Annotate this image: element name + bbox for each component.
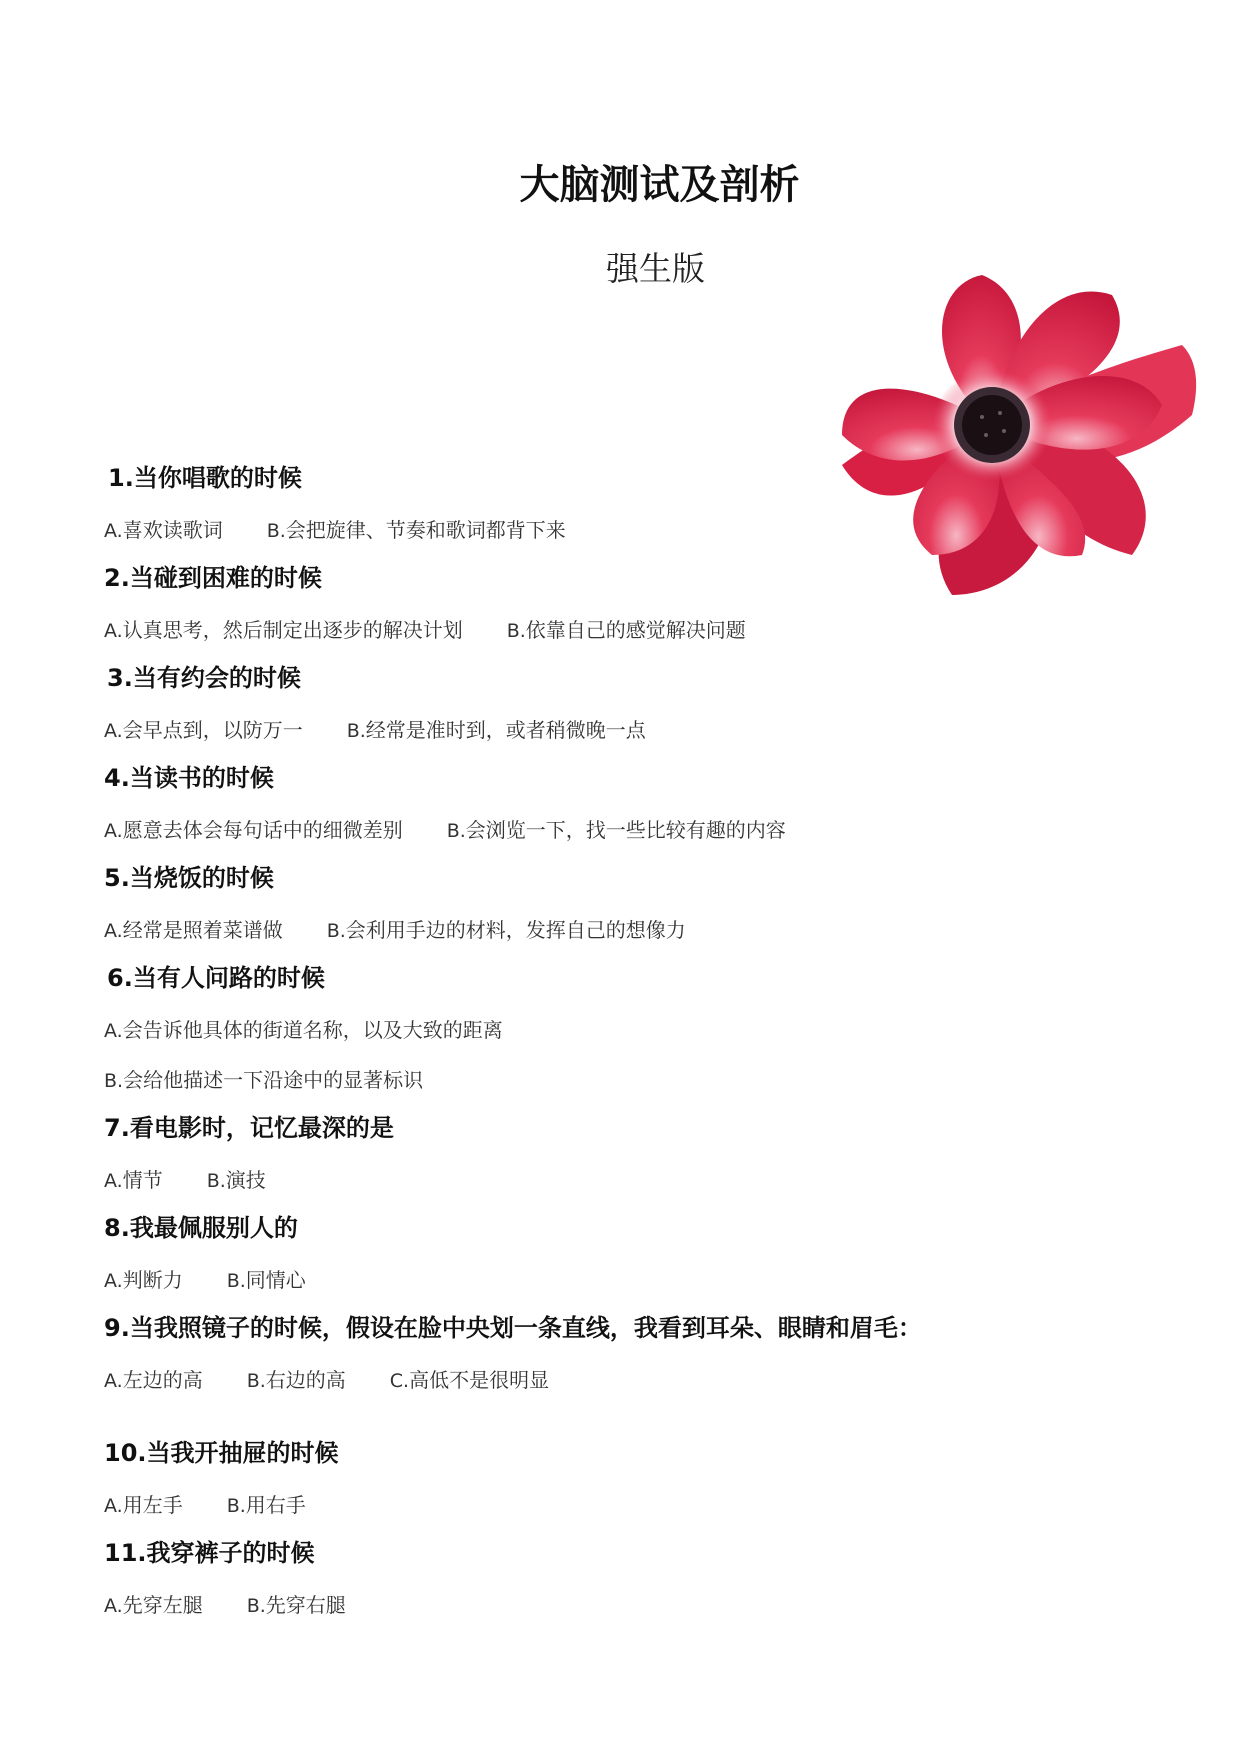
option-2a[interactable]: A.认真思考，然后制定出逐步的解决计划 — [104, 618, 463, 642]
question-11: 11.我穿裤子的时候 — [104, 1539, 315, 1567]
option-2b[interactable]: B.依靠自己的感觉解决问题 — [506, 618, 746, 642]
option-9b[interactable]: B.右边的高 — [246, 1368, 346, 1392]
option-4a[interactable]: A.愿意去体会每句话中的细微差别 — [104, 818, 403, 842]
options-4 — [104, 816, 786, 845]
question-9: 9.当我照镜子的时候，假设在脸中央划一条直线，我看到耳朵、眼睛和眉毛： — [104, 1314, 922, 1342]
option-8b[interactable]: B.同情心 — [226, 1268, 306, 1292]
option-8a[interactable]: A.判断力 — [104, 1268, 183, 1292]
option-1a[interactable]: A.喜欢读歌词 — [104, 518, 223, 542]
question-3: 3.当有约会的时候 — [107, 664, 301, 692]
option-10a[interactable]: A.用左手 — [104, 1493, 183, 1517]
options-6a — [104, 1016, 503, 1045]
options-1 — [104, 516, 566, 545]
option-5a[interactable]: A.经常是照着菜谱做 — [104, 918, 283, 942]
options-11 — [104, 1591, 346, 1620]
option-10b[interactable]: B.用右手 — [226, 1493, 306, 1517]
question-10: 10.当我开抽屉的时候 — [104, 1439, 339, 1467]
question-5: 5.当烧饭的时候 — [104, 864, 274, 892]
option-11b[interactable]: B.先穿右腿 — [246, 1593, 346, 1617]
option-3a[interactable]: A.会早点到，以防万一 — [104, 718, 303, 742]
question-4: 4.当读书的时候 — [104, 764, 274, 792]
options-10 — [104, 1491, 306, 1520]
option-3b[interactable]: B.经常是准时到，或者稍微晚一点 — [346, 718, 646, 742]
option-6a[interactable]: A.会告诉他具体的街道名称，以及大致的距离 — [104, 1018, 503, 1042]
option-7a[interactable]: A.情节 — [104, 1168, 163, 1192]
question-6: 6.当有人问路的时候 — [107, 964, 325, 992]
option-6b[interactable]: B.会给他描述一下沿途中的显著标识 — [104, 1068, 424, 1092]
page-subtitle: 强生版 — [606, 249, 705, 288]
option-11a[interactable]: A.先穿左腿 — [104, 1593, 203, 1617]
options-9 — [104, 1366, 549, 1395]
options-2 — [104, 616, 746, 645]
option-5b[interactable]: B.会利用手边的材料，发挥自己的想像力 — [326, 918, 686, 942]
option-7b[interactable]: B.演技 — [206, 1168, 266, 1192]
options-6b — [104, 1066, 423, 1095]
options-8 — [104, 1266, 306, 1295]
option-1b[interactable]: B.会把旋律、节奏和歌词都背下来 — [266, 518, 566, 542]
option-4b[interactable]: B.会浏览一下，找一些比较有趣的内容 — [446, 818, 786, 842]
question-1: 1.当你唱歌的时候 — [108, 464, 302, 492]
question-8: 8.我最佩服别人的 — [104, 1214, 298, 1242]
options-3 — [104, 716, 646, 745]
page-title: 大脑测试及剖析 — [519, 162, 800, 208]
option-9a[interactable]: A.左边的高 — [104, 1368, 203, 1392]
question-2: 2.当碰到困难的时候 — [104, 564, 322, 592]
option-9c[interactable]: C.高低不是很明显 — [389, 1368, 550, 1392]
red-anemone-flower-image — [832, 255, 1212, 595]
options-5 — [104, 916, 686, 945]
question-7: 7.看电影时，记忆最深的是 — [104, 1114, 394, 1142]
options-7 — [104, 1166, 266, 1195]
